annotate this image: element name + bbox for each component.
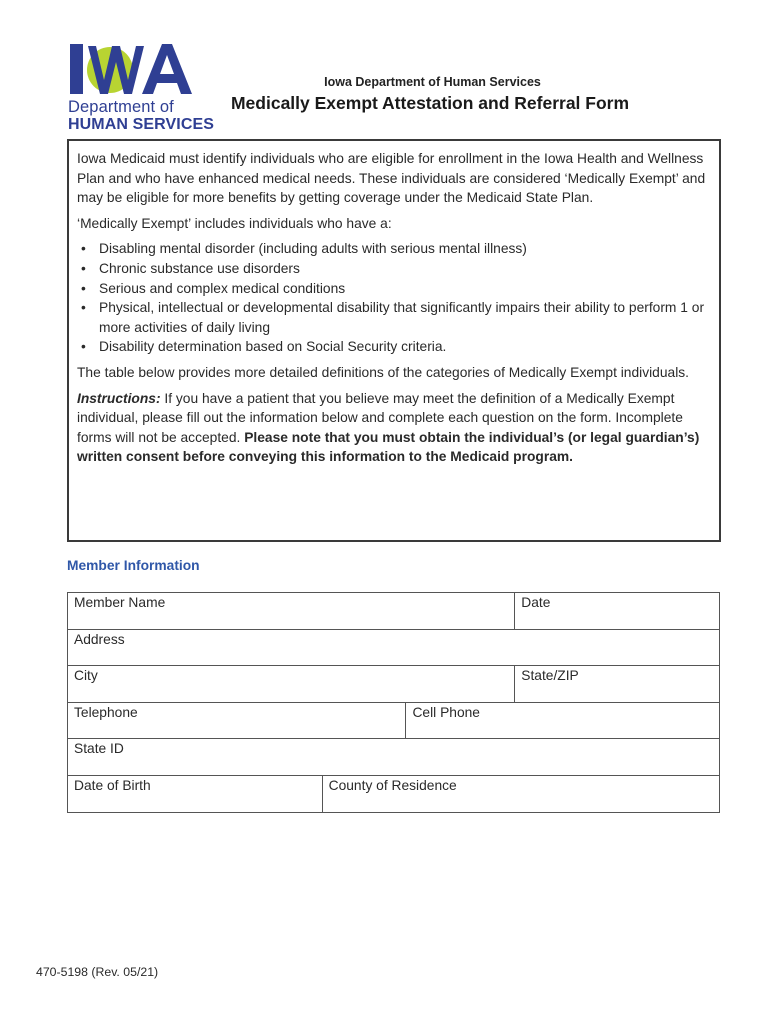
list-item: • Physical, intellectual or developmental disability that significantly impairs their ability to perform 1 or more activities of daily living xyxy=(77,298,711,337)
intro-paragraph-2: ‘Medically Exempt’ includes individuals who have a: xyxy=(77,215,392,231)
form-number: 470-5198 (Rev. 05/21) xyxy=(36,965,159,979)
list-item: • Disabling mental disorder (including adults with serious mental illness) xyxy=(77,239,711,259)
list-item: • Serious and complex medical conditions xyxy=(77,279,711,299)
date-field[interactable]: Date xyxy=(515,593,720,630)
city-field[interactable]: City xyxy=(68,666,515,703)
iowa-wordmark-icon xyxy=(66,40,196,100)
state-zip-field[interactable]: State/ZIP xyxy=(515,666,720,703)
logo-department-line: Department of xyxy=(68,98,174,116)
date-of-birth-field[interactable]: Date of Birth xyxy=(68,775,323,812)
dhs-logo xyxy=(66,40,215,135)
agency-name: Iowa Department of Human Services xyxy=(324,75,541,89)
instructions-paragraph xyxy=(77,389,711,467)
consent-notice: Please note that you must obtain the individual’s (or legal guardian’s) written consent before conveying this information to the Medicaid program. xyxy=(77,429,700,465)
instructions-text: If you have a patient that you believe may meet the definition of a Medically Exempt individual, please fill out the information below and complete each question on the form. Incomplete forms will not be accepted. xyxy=(77,390,683,445)
cell-phone-field[interactable]: Cell Phone xyxy=(406,702,720,739)
list-item: • Disability determination based on Social Security criteria. xyxy=(77,337,711,357)
form-title: Medically Exempt Attestation and Referral Form xyxy=(230,93,630,113)
member-information-heading: Member Information xyxy=(67,558,200,573)
county-of-residence-field[interactable]: County of Residence xyxy=(322,775,719,812)
logo-human-services-line: HUMAN SERVICES xyxy=(68,116,215,133)
telephone-field[interactable]: Telephone xyxy=(68,702,406,739)
instructions-label: Instructions: xyxy=(77,390,161,406)
list-item: • Chronic substance use disorders xyxy=(77,259,711,279)
state-id-field[interactable]: State ID xyxy=(68,739,720,776)
intro-box xyxy=(67,139,721,542)
exempt-criteria-list xyxy=(77,239,711,357)
address-field[interactable]: Address xyxy=(68,629,720,666)
member-information-table xyxy=(67,592,720,813)
intro-paragraph-1: Iowa Medicaid must identify individuals who are eligible for enrollment in the Iowa Health and Wellness Plan and who have enhanced medical needs. These individuals are considered ‘Medically Exempt’ and may be eligible for more benefits by getting coverage under the Medicaid State Plan. xyxy=(77,151,706,206)
member-name-field[interactable]: Member Name xyxy=(68,593,515,630)
intro-paragraph-3: The table below provides more detailed definitions of the categories of Medically Exempt individuals. xyxy=(77,364,689,380)
